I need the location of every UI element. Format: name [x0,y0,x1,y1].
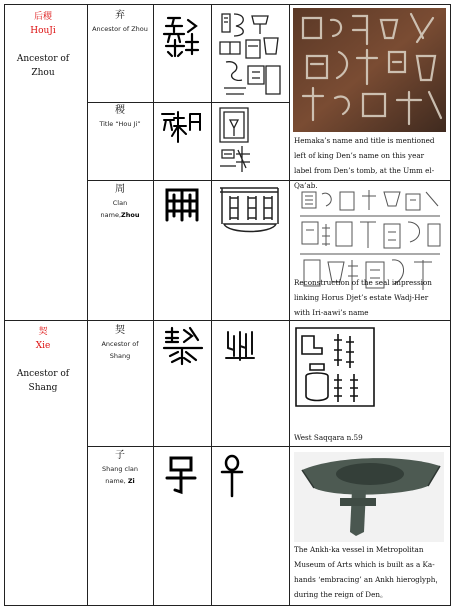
caption-ankh-ka-vessel: The Ankh-ka vessel in Metropolitan Museum of Arts which is built as a Ka-hands ‘embracing’ an Ankh hieroglyph，during the reign of Den。 [294,545,443,599]
table-right-border [450,4,451,606]
col-divider-1 [87,4,88,606]
oracle-bone-glyph-zi [163,454,199,494]
name-pinyin: HouJi [30,26,56,36]
caption-west-saqqara: West Saqqara n.59 [294,433,363,442]
row-divider-d [87,446,451,447]
year-label-photo [293,8,446,132]
egyptian-glyph-hemaka [216,10,286,98]
char-label: Title “Hou Ji” [99,120,141,128]
char-label: Ancestor of Zhou [92,25,148,33]
name-pinyin: Xie [35,341,51,351]
char-text: 契 [115,325,125,336]
ankh-icon [220,454,244,498]
char-label-bold: Zhou [121,211,140,219]
caption-year-label: Hemaka’s name and title is mentioned left of king Den’s name on this year label from Den’s tomb, at the Umm el-Qa’ab. [294,136,435,190]
col-divider-4 [289,4,290,606]
egyptian-glyph-serekh [218,106,268,176]
char-label: Ancestor of Shang [101,340,139,360]
name-cn: 契 [38,327,48,337]
col-divider-3 [211,4,212,606]
name-cell-houji [12,10,74,80]
char-cell [89,9,151,35]
name-cell-xie [12,325,74,395]
char-text: 稷 [115,105,125,116]
name-cn: 后稷 [33,12,52,22]
row-divider-c [4,320,451,321]
west-saqqara-drawing [294,326,376,408]
table-bottom-border [4,605,451,606]
table-top-border [4,4,451,5]
char-cell [89,449,151,487]
char-text: 弃 [115,10,125,21]
egyptian-glyph-reeds [218,184,284,240]
ankh-ka-vessel-photo [294,452,444,542]
char-cell [89,183,151,221]
char-label: Shang clan name, [101,465,139,485]
oracle-bone-glyph-ji [160,108,204,146]
row-divider-a [87,102,290,103]
char-text: 周 [115,184,125,195]
oracle-bone-glyph-qi [158,12,206,60]
name-description: Ancestor of Shang [16,369,70,393]
oracle-bone-glyph-zhou [163,186,201,224]
char-text: 子 [115,450,125,461]
col-divider-2 [153,4,154,606]
oracle-bone-glyph-xie [162,326,206,366]
caption-seal-impression: Reconstruction of the seal impression linking Horus Djet’s estate Wadj-Her with Iri-aawi’s name [294,278,432,317]
char-cell [89,104,151,130]
char-label: Clan name, [100,199,128,219]
name-description: Ancestor of Zhou [16,54,70,78]
char-label-bold: Zi [127,477,135,485]
egyptian-glyph-comb [224,330,268,366]
char-cell [89,324,151,362]
table-left-border [4,4,5,606]
